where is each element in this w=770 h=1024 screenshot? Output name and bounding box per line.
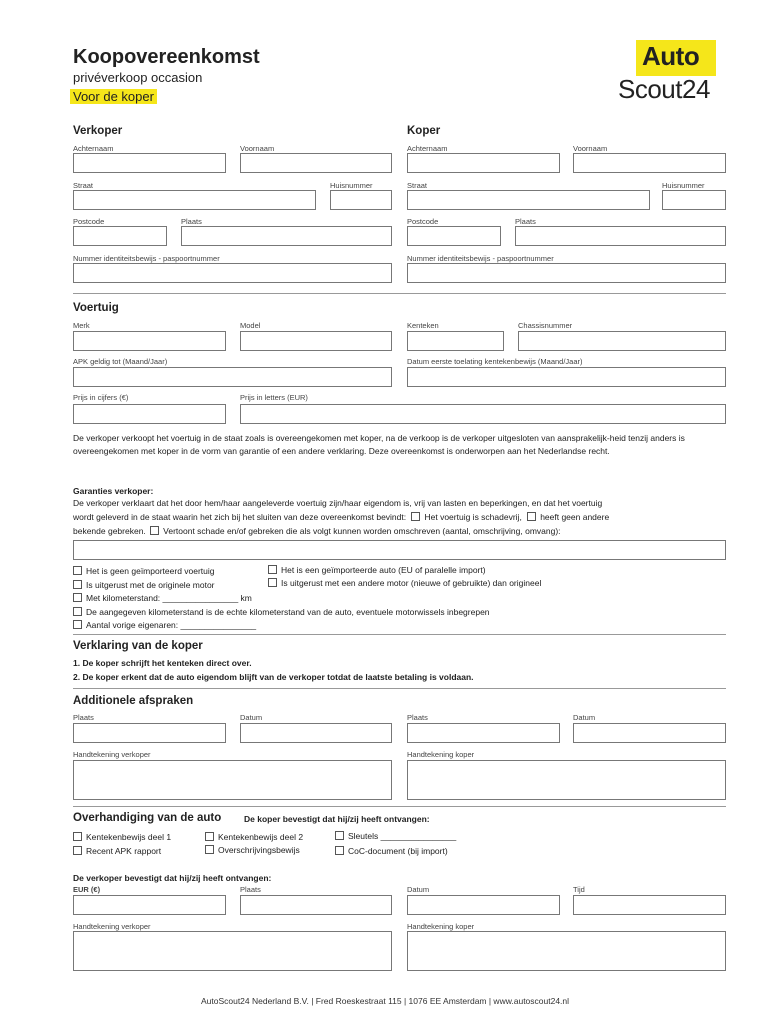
- checkbox-andere-motor[interactable]: [268, 578, 277, 587]
- checkbox-overschrijvingsbewijs[interactable]: [205, 845, 214, 854]
- label-koper-plaats: Plaats: [515, 217, 536, 226]
- label-verkoper-huisnummer: Huisnummer: [330, 181, 373, 190]
- divider: [73, 806, 726, 807]
- label-schade: Vertoont schade en/of gebreken die als volgt kunnen worden omschreven (aantal, omschrijving, omvang):: [163, 526, 561, 536]
- prijs-letters-field[interactable]: [240, 404, 726, 424]
- label-verkoper-plaats: Plaats: [181, 217, 202, 226]
- check-row-6: [73, 607, 490, 617]
- koper-achternaam-field[interactable]: [407, 153, 560, 173]
- checkbox-kentekenbewijs-1[interactable]: [73, 832, 82, 841]
- verkoper-bevestigt-heading: De verkoper bevestigt dat hij/zij heeft ontvangen:: [73, 873, 272, 883]
- garanties-line-1: De verkoper verklaart dat het door hem/haar aangeleverde voertuig zijn/haar eigendom is, vrij van lasten en beperkingen, en dat het voertuig: [73, 498, 603, 508]
- label-overhandiging-plaats: Plaats: [240, 885, 261, 894]
- item-row-5: [205, 845, 300, 855]
- check-row-7: [73, 620, 256, 630]
- verkoper-postcode-field[interactable]: [73, 226, 167, 246]
- label-sleutels: Sleutels ________________: [348, 831, 457, 841]
- checkbox-import[interactable]: [268, 565, 277, 574]
- label-merk: Merk: [73, 321, 90, 330]
- checkbox-apk-rapport[interactable]: [73, 846, 82, 855]
- checkbox-originele-motor[interactable]: [73, 580, 82, 589]
- afspraken-plaats-2-field[interactable]: [407, 723, 560, 743]
- label-verkoper-voornaam: Voornaam: [240, 144, 275, 153]
- check-row-1: [73, 566, 215, 576]
- label-kilometerstand: Met kilometerstand: ________________ km: [86, 593, 252, 603]
- label-model: Model: [240, 321, 261, 330]
- label-geen-gebreken: heeft geen andere: [540, 512, 610, 522]
- label-chassisnummer: Chassisnummer: [518, 321, 573, 330]
- item-row-2: [205, 832, 303, 842]
- logo-line-2: Scout24: [618, 74, 710, 104]
- checkbox-schadevrij[interactable]: [411, 512, 420, 521]
- garanties-line-3-row: [73, 526, 561, 536]
- verkoper-plaats-field[interactable]: [181, 226, 392, 246]
- afspraken-plaats-1-field[interactable]: [73, 723, 226, 743]
- eerste-toelating-field[interactable]: [407, 367, 726, 387]
- merk-field[interactable]: [73, 331, 226, 351]
- section-verklaring: Verklaring van de koper: [73, 640, 203, 652]
- label-schadevrij: Het voertuig is schadevrij,: [424, 512, 522, 522]
- label-afspraken-datum-2: Datum: [573, 713, 596, 722]
- check-row-3: [73, 580, 215, 590]
- checkbox-sleutels[interactable]: [335, 831, 344, 840]
- checkbox-geen-gebreken[interactable]: [527, 512, 536, 521]
- check-row-2: [268, 565, 486, 575]
- koper-postcode-field[interactable]: [407, 226, 501, 246]
- check-row-5: [73, 593, 252, 603]
- checkbox-geen-import[interactable]: [73, 566, 82, 575]
- label-koper-huisnummer: Huisnummer: [662, 181, 705, 190]
- label-overhandiging-handtekening-koper: Handtekening koper: [407, 922, 475, 931]
- verkoper-straat-field[interactable]: [73, 190, 316, 210]
- kenteken-field[interactable]: [407, 331, 504, 351]
- label-andere-motor: Is uitgerust met een andere motor (nieuwe of gebruikte) dan origineel: [281, 578, 542, 588]
- overhandiging-plaats-field[interactable]: [240, 895, 392, 915]
- label-overhandiging-handtekening-verkoper: Handtekening verkoper: [73, 922, 151, 931]
- item-row-4: [73, 846, 161, 856]
- label-kentekenbewijs-1: Kentekenbewijs deel 1: [86, 832, 172, 842]
- label-koper-id: Nummer identiteitsbewijs - paspoortnummer: [407, 254, 554, 263]
- item-row-6: [335, 846, 448, 856]
- afspraken-datum-1-field[interactable]: [240, 723, 392, 743]
- label-handtekening-verkoper: Handtekening verkoper: [73, 750, 151, 759]
- koper-id-field[interactable]: [407, 263, 726, 283]
- garanties-heading: Garanties verkoper:: [73, 486, 154, 496]
- handtekening-verkoper-field[interactable]: [73, 760, 392, 800]
- overhandiging-handtekening-verkoper-field[interactable]: [73, 931, 392, 971]
- label-import: Het is een geïmporteerde auto (EU of paralelle import): [281, 565, 486, 575]
- label-verkoper-postcode: Postcode: [73, 217, 105, 226]
- chassisnummer-field[interactable]: [518, 331, 726, 351]
- verkoper-huisnummer-field[interactable]: [330, 190, 392, 210]
- section-overhandiging: Overhandiging van de auto: [73, 812, 222, 824]
- highlight-label: Voor de koper: [70, 89, 157, 104]
- section-voertuig: Voertuig: [73, 302, 119, 314]
- verkoper-voornaam-field[interactable]: [240, 153, 392, 173]
- label-vorige-eigenaren: Aantal vorige eigenaren: ________________: [86, 620, 257, 630]
- checkbox-vorige-eigenaren[interactable]: [73, 620, 82, 629]
- koper-huisnummer-field[interactable]: [662, 190, 726, 210]
- checkbox-kentekenbewijs-2[interactable]: [205, 832, 214, 841]
- item-row-3: [335, 831, 456, 841]
- model-field[interactable]: [240, 331, 392, 351]
- label-coc-document: CoC-document (bij import): [348, 846, 448, 856]
- label-kenteken: Kenteken: [407, 321, 439, 330]
- label-koper-achternaam: Achternaam: [407, 144, 448, 153]
- label-prijs-letters: Prijs in letters (EUR): [240, 393, 308, 402]
- checkbox-coc-document[interactable]: [335, 846, 344, 855]
- divider: [73, 634, 726, 635]
- label-originele-motor: Is uitgerust met de originele motor: [86, 580, 215, 590]
- label-overhandiging-datum: Datum: [407, 885, 430, 894]
- verklaring-line-1: 1. De koper schrijft het kenteken direct over.: [73, 658, 252, 668]
- overhandiging-datum-field[interactable]: [407, 895, 560, 915]
- garanties-line-2: wordt geleverd in de staat waarin het zich bij het sluiten van deze overeenkomst bevindt:: [73, 512, 407, 522]
- schade-omschrijving-field[interactable]: [73, 540, 726, 560]
- label-eerste-toelating: Datum eerste toelating kentekenbewijs (Maand/Jaar): [407, 357, 583, 366]
- label-apk: APK geldig tot (Maand/Jaar): [73, 357, 168, 366]
- autoscout24-logo: [616, 40, 738, 106]
- section-koper: Koper: [407, 125, 441, 137]
- checkbox-schade[interactable]: [150, 526, 159, 535]
- verkoper-id-field[interactable]: [73, 263, 392, 283]
- disclaimer-text: De verkoper verkoopt het voertuig in de staat zoals is overeengekomen met koper, na de verkoop is de verkoper uitgesloten van aansprakelijk-heid tenzij anders is overeengekomen met koper in de vorm van garantie of een andere verklaring. Deze overeenkomst is onderworpen aan het Nederlandse recht.: [73, 433, 685, 456]
- check-row-4: [268, 578, 541, 588]
- label-afspraken-plaats-2: Plaats: [407, 713, 428, 722]
- prijs-cijfers-field[interactable]: [73, 404, 226, 424]
- divider: [73, 293, 726, 294]
- label-geen-import: Het is geen geïmporteerd voertuig: [86, 566, 215, 576]
- koper-plaats-field[interactable]: [515, 226, 726, 246]
- item-row-1: [73, 832, 171, 842]
- divider: [73, 688, 726, 689]
- checkbox-kilometerstand[interactable]: [73, 593, 82, 602]
- eur-field[interactable]: [73, 895, 226, 915]
- label-eur: EUR (€): [73, 885, 101, 894]
- footer: AutoScout24 Nederland B.V. | Fred Roeskestraat 115 | 1076 EE Amsterdam | www.autoscout24.nl: [200, 996, 570, 1006]
- label-verkoper-straat: Straat: [73, 181, 94, 190]
- label-afspraken-datum-1: Datum: [240, 713, 263, 722]
- garanties-line-2-row: [73, 512, 609, 522]
- page-title: Koopovereenkomst: [73, 46, 260, 68]
- label-koper-straat: Straat: [407, 181, 428, 190]
- section-verkoper: Verkoper: [73, 125, 123, 137]
- verkoper-achternaam-field[interactable]: [73, 153, 226, 173]
- verklaring-line-2: 2. De koper erkent dat de auto eigendom blijft van de verkoper totdat de laatste betaling is voldaan.: [73, 672, 474, 682]
- koper-straat-field[interactable]: [407, 190, 650, 210]
- checkbox-echte-kilometerstand[interactable]: [73, 607, 82, 616]
- overhandiging-tijd-field[interactable]: [573, 895, 726, 915]
- label-overhandiging-tijd: Tijd: [573, 885, 585, 894]
- afspraken-datum-2-field[interactable]: [573, 723, 726, 743]
- label-echte-kilometerstand: De aangegeven kilometerstand is de echte kilometerstand van de auto, eventuele motorwissels inbegrepen: [86, 607, 490, 617]
- section-afspraken: Additionele afspraken: [73, 695, 194, 707]
- label-handtekening-koper: Handtekening koper: [407, 750, 475, 759]
- label-apk-rapport: Recent APK rapport: [86, 846, 162, 856]
- koper-bevestigt-heading: De koper bevestigt dat hij/zij heeft ontvangen:: [244, 814, 430, 824]
- label-overschrijvingsbewijs: Overschrijvingsbewijs: [218, 845, 300, 855]
- label-afspraken-plaats-1: Plaats: [73, 713, 94, 722]
- label-verkoper-achternaam: Achternaam: [73, 144, 114, 153]
- label-prijs-cijfers: Prijs in cijfers (€): [73, 393, 129, 402]
- koper-voornaam-field[interactable]: [573, 153, 726, 173]
- garanties-line-3: bekende gebreken.: [73, 526, 146, 536]
- label-koper-postcode: Postcode: [407, 217, 439, 226]
- logo-line-1: Auto: [642, 41, 700, 71]
- handtekening-koper-field[interactable]: [407, 760, 726, 800]
- label-kentekenbewijs-2: Kentekenbewijs deel 2: [218, 832, 304, 842]
- overhandiging-handtekening-koper-field[interactable]: [407, 931, 726, 971]
- label-koper-voornaam: Voornaam: [573, 144, 608, 153]
- page-subtitle: privéverkoop occasion: [73, 70, 203, 85]
- apk-field[interactable]: [73, 367, 392, 387]
- label-verkoper-id: Nummer identiteitsbewijs - paspoortnummer: [73, 254, 220, 263]
